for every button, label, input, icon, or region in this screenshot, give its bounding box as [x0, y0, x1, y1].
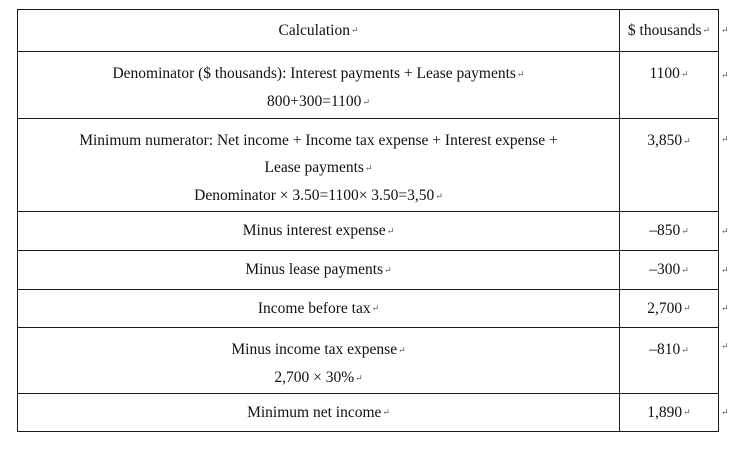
calc-line: Denominator ($ thousands): Interest payments + Lease payments↵ [112, 65, 525, 82]
table-row [18, 290, 719, 328]
calc-line: 2,700 × 30%↵ [274, 368, 363, 386]
row-end-mark: ↵ [721, 134, 729, 144]
row-end-mark: ↵ [721, 25, 729, 35]
calc-line: Minus income tax expense↵ [231, 341, 406, 358]
value-cell: 3,850↵ [620, 119, 719, 212]
table-row [18, 328, 719, 394]
table-row [18, 394, 719, 432]
header-calculation [18, 10, 620, 52]
calculation-table [17, 9, 719, 432]
header-thousands [620, 10, 719, 52]
calc-cell [18, 52, 620, 119]
calc-cell: Minus lease payments↵ [18, 251, 620, 290]
value-text: –300 [649, 261, 681, 279]
calc-cell: Minimum net income↵ [18, 394, 620, 432]
value-cell: –300↵ [620, 251, 719, 290]
value-text: –810 [649, 341, 681, 358]
calc-cell [18, 119, 620, 212]
value-cell: 1100↵ [620, 52, 719, 119]
header-thousands-label: $ thousands [627, 21, 702, 39]
value-text: 3,850 [647, 132, 683, 149]
calc-line: Denominator × 3.50=1100× 3.50=3,50↵ [194, 186, 443, 204]
row-end-mark: ↵ [721, 265, 729, 275]
row-end-mark: ↵ [721, 226, 729, 236]
value-cell: 1,890↵ [620, 394, 719, 432]
calc-line: Minimum numerator: Net income + Income tax expense + Interest expense + [79, 132, 558, 149]
paragraph-mark: ↵ [702, 25, 711, 36]
value-cell: –850↵ [620, 212, 719, 251]
calc-cell: Income before tax↵ [18, 290, 620, 328]
table-row [18, 212, 719, 251]
calc-cell: Minus interest expense↵ [18, 212, 620, 251]
value-text: 2,700 [647, 299, 683, 317]
header-calculation-label: Calculation [278, 21, 350, 39]
table-row [18, 52, 719, 119]
value-text: 1100 [649, 65, 680, 82]
row-end-mark: ↵ [721, 303, 729, 313]
table-row [18, 119, 719, 212]
calc-line: Lease payments↵ [264, 159, 373, 176]
table-row [18, 251, 719, 290]
row-end-mark: ↵ [721, 407, 729, 417]
value-text: 1,890 [647, 403, 683, 421]
row-end-mark: ↵ [721, 341, 729, 351]
calc-cell [18, 328, 620, 394]
header-row [18, 10, 719, 52]
value-cell: 2,700↵ [620, 290, 719, 328]
value-cell: –810↵ [620, 328, 719, 394]
calc-line: 800+300=1100↵ [267, 92, 370, 110]
paragraph-mark: ↵ [350, 25, 359, 36]
row-end-mark: ↵ [721, 70, 729, 80]
value-text: –850 [649, 222, 681, 240]
